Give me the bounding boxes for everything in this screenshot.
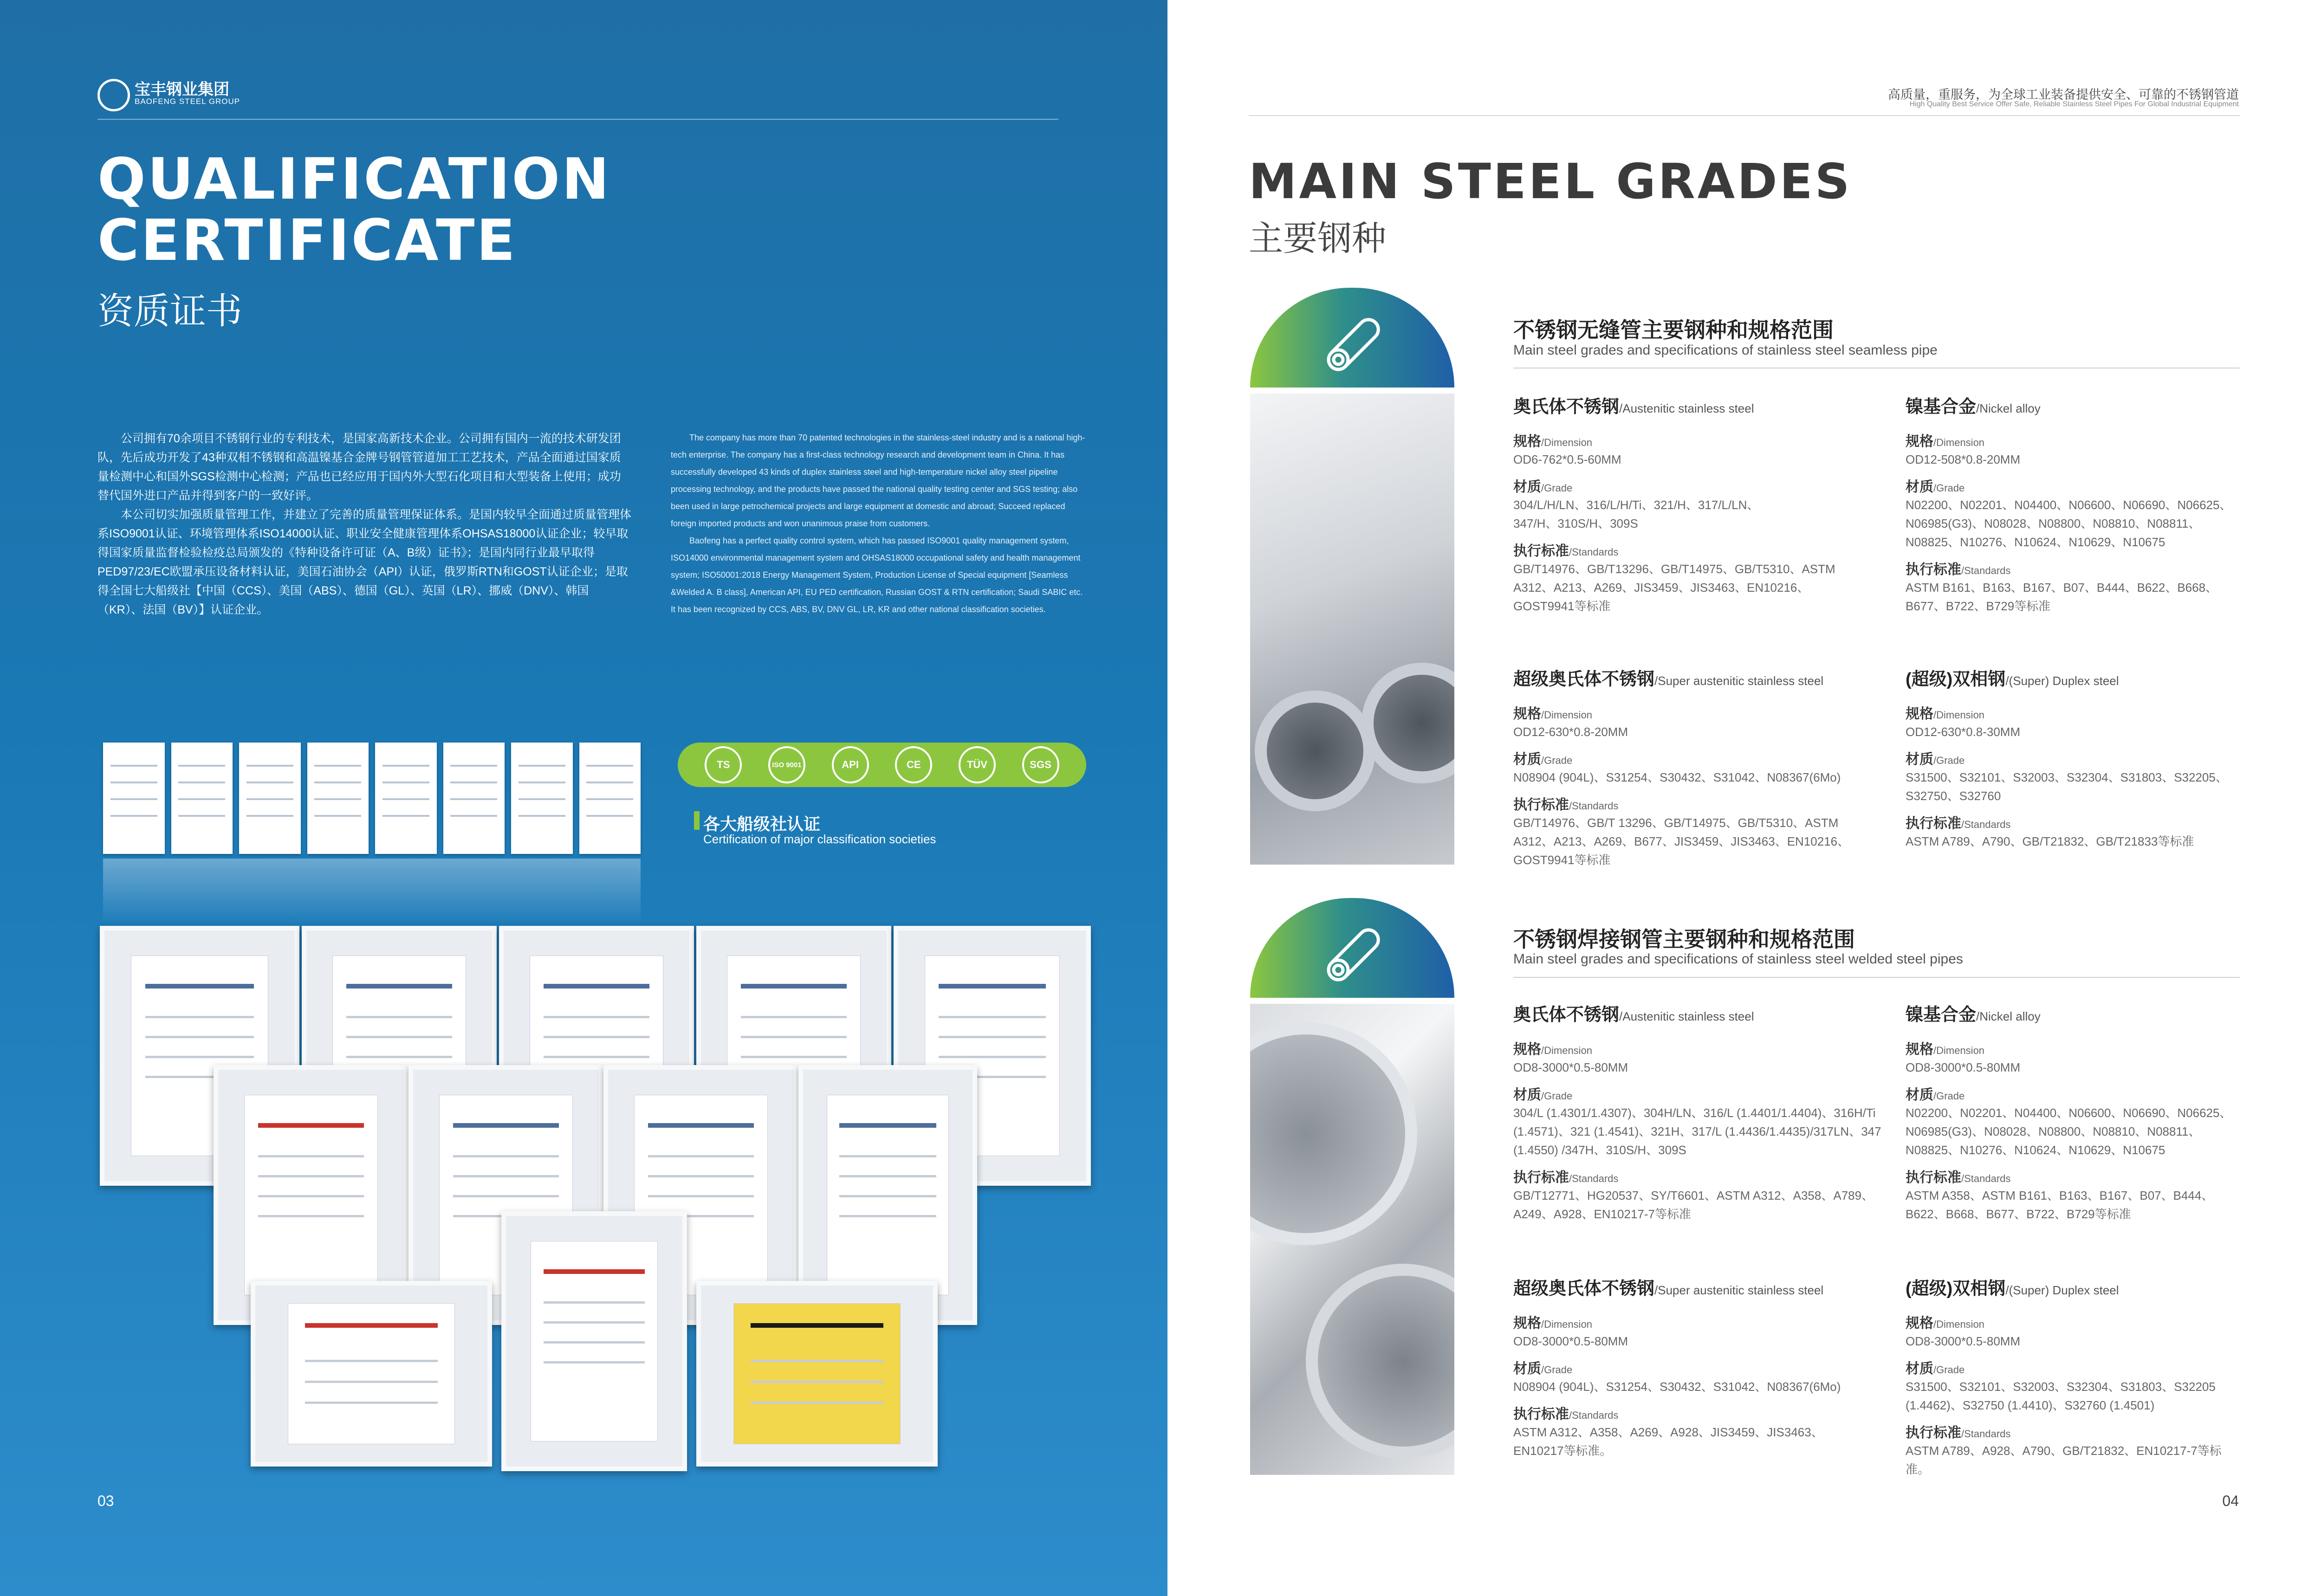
standards-value: ASTM A789、A790、GB/T21832、GB/T21833等标准 xyxy=(1906,834,2194,848)
welded-heading-cn: 不锈钢焊接钢管主要钢种和规格范围 xyxy=(1513,927,1855,951)
grade-title: 奥氏体不锈钢/Austenitic stainless steel xyxy=(1513,397,1754,417)
cert-heading-marker xyxy=(694,811,700,830)
framed-certificate xyxy=(501,1211,687,1471)
sgs-badge-icon: SGS xyxy=(1022,746,1059,783)
standards-value: GB/T14976、GB/T13296、GB/T14975、GB/T5310、ASTM A312、A213、A269、JIS3459、JIS3463、EN10216、GOST9941等标准 xyxy=(1513,562,1835,613)
pipe-icon xyxy=(1317,309,1387,378)
dimension-value: OD12-630*0.8-20MM xyxy=(1513,725,1628,739)
standards-value: ASTM A789、A928、A790、GB/T21832、EN10217-7等标准。 xyxy=(1906,1444,2222,1476)
seamless-duplex-group xyxy=(1906,665,2240,851)
grade-label: 材质/Grade xyxy=(1513,1087,1573,1103)
standards-label: 执行标准/Standards xyxy=(1906,1425,2011,1441)
standards-label: 执行标准/Standards xyxy=(1513,797,1619,813)
tuv-badge-icon: TÜV xyxy=(959,746,996,783)
grade-title: 镍基合金/Nickel alloy xyxy=(1906,397,2041,417)
certificate-thumbnail xyxy=(511,743,573,854)
ts-badge-icon: TS xyxy=(705,746,742,783)
standards-label: 执行标准/Standards xyxy=(1906,1170,2011,1185)
dimension-value: OD12-630*0.8-30MM xyxy=(1906,725,2021,739)
intro-en-paragraph-1: The company has more than 70 patented technologies in the stainless-steel industry and is a national high-tech enterprise. The company has a first-class technology research and development team in China. It has successfully developed 43 kinds of duplex stainless steel and high-temperature nickel alloy steel pipeline processing technology, and the products have passed the national quality testing center and SGS testing; also been used in large petrochemical projects and large equipment at domestic and abroad; Succeed replaced foreign imported products and won unanimous praise from customers. xyxy=(671,433,1085,528)
dimension-label: 规格/Dimension xyxy=(1906,1042,1985,1057)
grade-title: 超级奥氏体不锈钢/Super austenitic stainless steel xyxy=(1513,1279,1824,1299)
header-divider xyxy=(1249,115,2240,116)
grade-title: 奥氏体不锈钢/Austenitic stainless steel xyxy=(1513,1005,1754,1025)
welded-duplex-group xyxy=(1906,1274,2240,1479)
certificate-thumbnail xyxy=(171,743,233,854)
page-title: MAIN STEEL GRADES xyxy=(1249,153,1852,210)
grade-title: (超级)双相钢/(Super) Duplex steel xyxy=(1906,1279,2119,1299)
intro-cn-block xyxy=(97,429,631,620)
dimension-label: 规格/Dimension xyxy=(1906,706,1985,722)
api-badge-icon: API xyxy=(832,746,869,783)
grade-label: 材质/Grade xyxy=(1906,1361,1965,1376)
standards-label: 执行标准/Standards xyxy=(1906,562,2011,577)
grade-value: N08904 (904L)、S31254、S30432、S31042、N08367(6Mo) xyxy=(1513,770,1841,784)
dimension-value: OD8-3000*0.5-80MM xyxy=(1513,1060,1628,1074)
title-line-1: QUALIFICATION xyxy=(97,146,611,212)
standards-value: GB/T14976、GB/T 13296、GB/T14975、GB/T5310、ASTM A312、A213、A269、B677、JIS3459、JIS3463、EN10216、GOST9941等标准 xyxy=(1513,816,1850,867)
welded-arch-badge xyxy=(1250,898,1454,998)
standards-value: ASTM A358、ASTM B161、B163、B167、B07、B444、B622、B668、B677、B722、B729等标准 xyxy=(1906,1189,2214,1221)
grade-value: N08904 (904L)、S31254、S30432、S31042、N08367(6Mo) xyxy=(1513,1380,1841,1394)
seamless-austenitic-group xyxy=(1513,392,1875,615)
certificate-thumbnail xyxy=(443,743,505,854)
dimension-value: OD8-3000*0.5-80MM xyxy=(1513,1334,1628,1348)
seamless-pipe-photo xyxy=(1250,394,1454,865)
grade-label: 材质/Grade xyxy=(1513,752,1573,767)
header-divider xyxy=(97,119,1058,120)
cert-heading-cn: 各大船级社认证 xyxy=(703,814,821,834)
dimension-value: OD8-3000*0.5-80MM xyxy=(1906,1060,2021,1074)
dimension-label: 规格/Dimension xyxy=(1513,1042,1593,1057)
dimension-value: OD8-3000*0.5-80MM xyxy=(1906,1334,2021,1348)
grade-label: 材质/Grade xyxy=(1513,479,1573,495)
ce-badge-icon: CE xyxy=(895,746,932,783)
page-title-cn: 主要钢种 xyxy=(1249,219,1386,258)
standards-label: 执行标准/Standards xyxy=(1513,1407,1619,1422)
page-title-cn: 资质证书 xyxy=(97,291,243,331)
dimension-value: OD12-508*0.8-20MM xyxy=(1906,452,2021,466)
certificate-thumbnail xyxy=(103,743,165,854)
seamless-arch-badge xyxy=(1250,288,1454,388)
certificate-thumbnail xyxy=(239,743,301,854)
grade-value: N02200、N02201、N04400、N06600、N06690、N06625、N06985(G3)、N08028、N08800、N08810、N08811、N08825、N10276、N10624、N10629、N10675 xyxy=(1906,1106,2232,1157)
certification-badge-bar xyxy=(678,743,1086,787)
welded-nickel-group xyxy=(1906,1000,2240,1223)
dimension-label: 规格/Dimension xyxy=(1513,1316,1593,1331)
welded-heading-divider xyxy=(1513,977,2240,978)
certificate-thumbnail xyxy=(375,743,437,854)
cert-heading-en: Certification of major classification societies xyxy=(703,832,936,846)
standards-label: 执行标准/Standards xyxy=(1906,816,2011,831)
pipe-icon xyxy=(1317,919,1387,989)
intro-en-paragraph-2: Baofeng has a perfect quality control system, which has passed ISO9001 quality management system, ISO14000 environmental management system and OHSAS18000 occupational safety and health management system; ISO50001:2018 Energy Management System, Production License of Special equipment [Seamless &Welded A. B class], American API, EU PED certification, Russian GOST & RTN certification; Saudi SABIC etc. It has been recognized by CCS, ABS, BV, DNV GL, LR, KR and other national classification societies. xyxy=(671,536,1083,614)
framed-certificate xyxy=(696,1281,938,1467)
title-line-2: CERTIFICATE xyxy=(97,207,517,273)
intro-cn-paragraph-2: 本公司切实加强质量管理工作，并建立了完善的质量管理保证体系。是国内较早全面通过质量管理体系ISO9001认证、环境管理体系ISO14000认证、职业安全健康管理体系OHSAS18000认证企业；较早取得国家质量监督检验检疫总局颁发的《特种设备许可证（A、B级）证书》；是国内同行业最早取得PED97/23/EC欧盟承压设备材料认证，美国石油协会（API）认证，俄罗斯RTN和GOST认证企业；是取得全国七大船级社【中国（CCS）、美国（ABS）、德国（GL）、英国（LR）、挪威（DNV）、韩国（KR）、法国（BV）】认证企业。 xyxy=(97,508,632,616)
grade-value: 304/L (1.4301/1.4307)、304H/LN、316/L (1.4401/1.4404)、316H/Ti (1.4571)、321 (1.4541)、321H、317/L (1.4436/1.4435)/317LN、347 (1.4550) /347H、310S/H、309S xyxy=(1513,1106,1881,1157)
dimension-label: 规格/Dimension xyxy=(1513,434,1593,449)
grade-label: 材质/Grade xyxy=(1906,1087,1965,1103)
certificate-thumbnail xyxy=(307,743,369,854)
standards-value: GB/T12771、HG20537、SY/T6601、ASTM A312、A358、A789、A249、A928、EN10217-7等标准 xyxy=(1513,1189,1874,1221)
grade-label: 材质/Grade xyxy=(1513,1361,1573,1376)
seamless-super-austenitic-group xyxy=(1513,665,1875,869)
welded-pipe-photo xyxy=(1250,1004,1454,1475)
logo-name-en: BAOFENG STEEL GROUP xyxy=(135,97,240,106)
grade-title: 超级奥氏体不锈钢/Super austenitic stainless steel xyxy=(1513,670,1824,689)
certificate-thumbnail xyxy=(579,743,641,854)
standards-value: ASTM A312、A358、A269、A928、JIS3459、JIS3463、EN10217等标准。 xyxy=(1513,1425,1823,1458)
dimension-label: 规格/Dimension xyxy=(1906,1316,1985,1331)
iso9001-badge-icon: ISO 9001 xyxy=(768,746,805,783)
seamless-nickel-group xyxy=(1906,392,2240,615)
standards-value: ASTM B161、B163、B167、B07、B444、B622、B668、B677、B722、B729等标准 xyxy=(1906,581,2218,613)
grade-title: 镍基合金/Nickel alloy xyxy=(1906,1005,2041,1025)
welded-super-austenitic-group xyxy=(1513,1274,1875,1460)
grade-value: 304/L/H/LN、316/L/H/Ti、321/H、317/L/LN、347/H、310S/H、309S xyxy=(1513,498,1759,530)
right-page xyxy=(1167,0,2321,1596)
dimension-label: 规格/Dimension xyxy=(1513,706,1593,722)
standards-label: 执行标准/Standards xyxy=(1513,543,1619,559)
grade-value: N02200、N02201、N04400、N06600、N06690、N06625、N06985(G3)、N08028、N08800、N08810、N08811、N08825、N10276、N10624、N10629、N10675 xyxy=(1906,498,2232,549)
page-number-left: 03 xyxy=(97,1493,114,1509)
logo-emblem-icon xyxy=(97,79,130,111)
intro-en-block xyxy=(671,429,1089,618)
slogan-en: High Quality Best Service Offer Safe, Reliable Stainless Steel Pipes For Global Industrial Equipment xyxy=(1909,100,2239,108)
dimension-label: 规格/Dimension xyxy=(1906,434,1985,449)
slogan-cn: 高质量，重服务，为全球工业装备提供安全、可靠的不锈钢管道 xyxy=(1888,88,2239,102)
page-title xyxy=(97,146,611,273)
grade-value: S31500、S32101、S32003、S32304、S31803、S32205、S32750、S32760 xyxy=(1906,770,2228,803)
thumbnail-reflection xyxy=(103,859,641,924)
page-number-right: 04 xyxy=(2222,1493,2239,1509)
grade-title: (超级)双相钢/(Super) Duplex steel xyxy=(1906,670,2119,689)
framed-certificate xyxy=(251,1281,492,1467)
welded-austenitic-group xyxy=(1513,1000,1889,1223)
grade-value: S31500、S32101、S32003、S32304、S31803、S32205 (1.4462)、S32750 (1.4410)、S32760 (1.4501) xyxy=(1906,1380,2216,1412)
standards-label: 执行标准/Standards xyxy=(1513,1170,1619,1185)
logo-name-cn: 宝丰钢业集团 xyxy=(135,81,229,98)
intro-cn-paragraph-1: 公司拥有70余项目不锈钢行业的专利技术，是国家高新技术企业。公司拥有国内一流的技术研发团队，先后成功开发了43种双相不锈钢和高温镍基合金牌号钢管管道加工工艺技术，产品全面通过国家质量检测中心和国外SGS检测中心检测；产品也已经应用于国内外大型石化项目和大型装备上使用；成功替代国外进口产品并得到客户的一致好评。 xyxy=(97,432,621,502)
certificate-thumbnail-row xyxy=(103,743,641,854)
grade-label: 材质/Grade xyxy=(1906,752,1965,767)
dimension-value: OD6-762*0.5-60MM xyxy=(1513,452,1621,466)
welded-heading-en: Main steel grades and specifications of stainless steel welded steel pipes xyxy=(1513,951,1963,967)
seamless-heading-cn: 不锈钢无缝管主要钢种和规格范围 xyxy=(1513,318,1834,342)
seamless-heading-en: Main steel grades and specifications of stainless steel seamless pipe xyxy=(1513,342,1938,358)
grade-label: 材质/Grade xyxy=(1906,479,1965,495)
